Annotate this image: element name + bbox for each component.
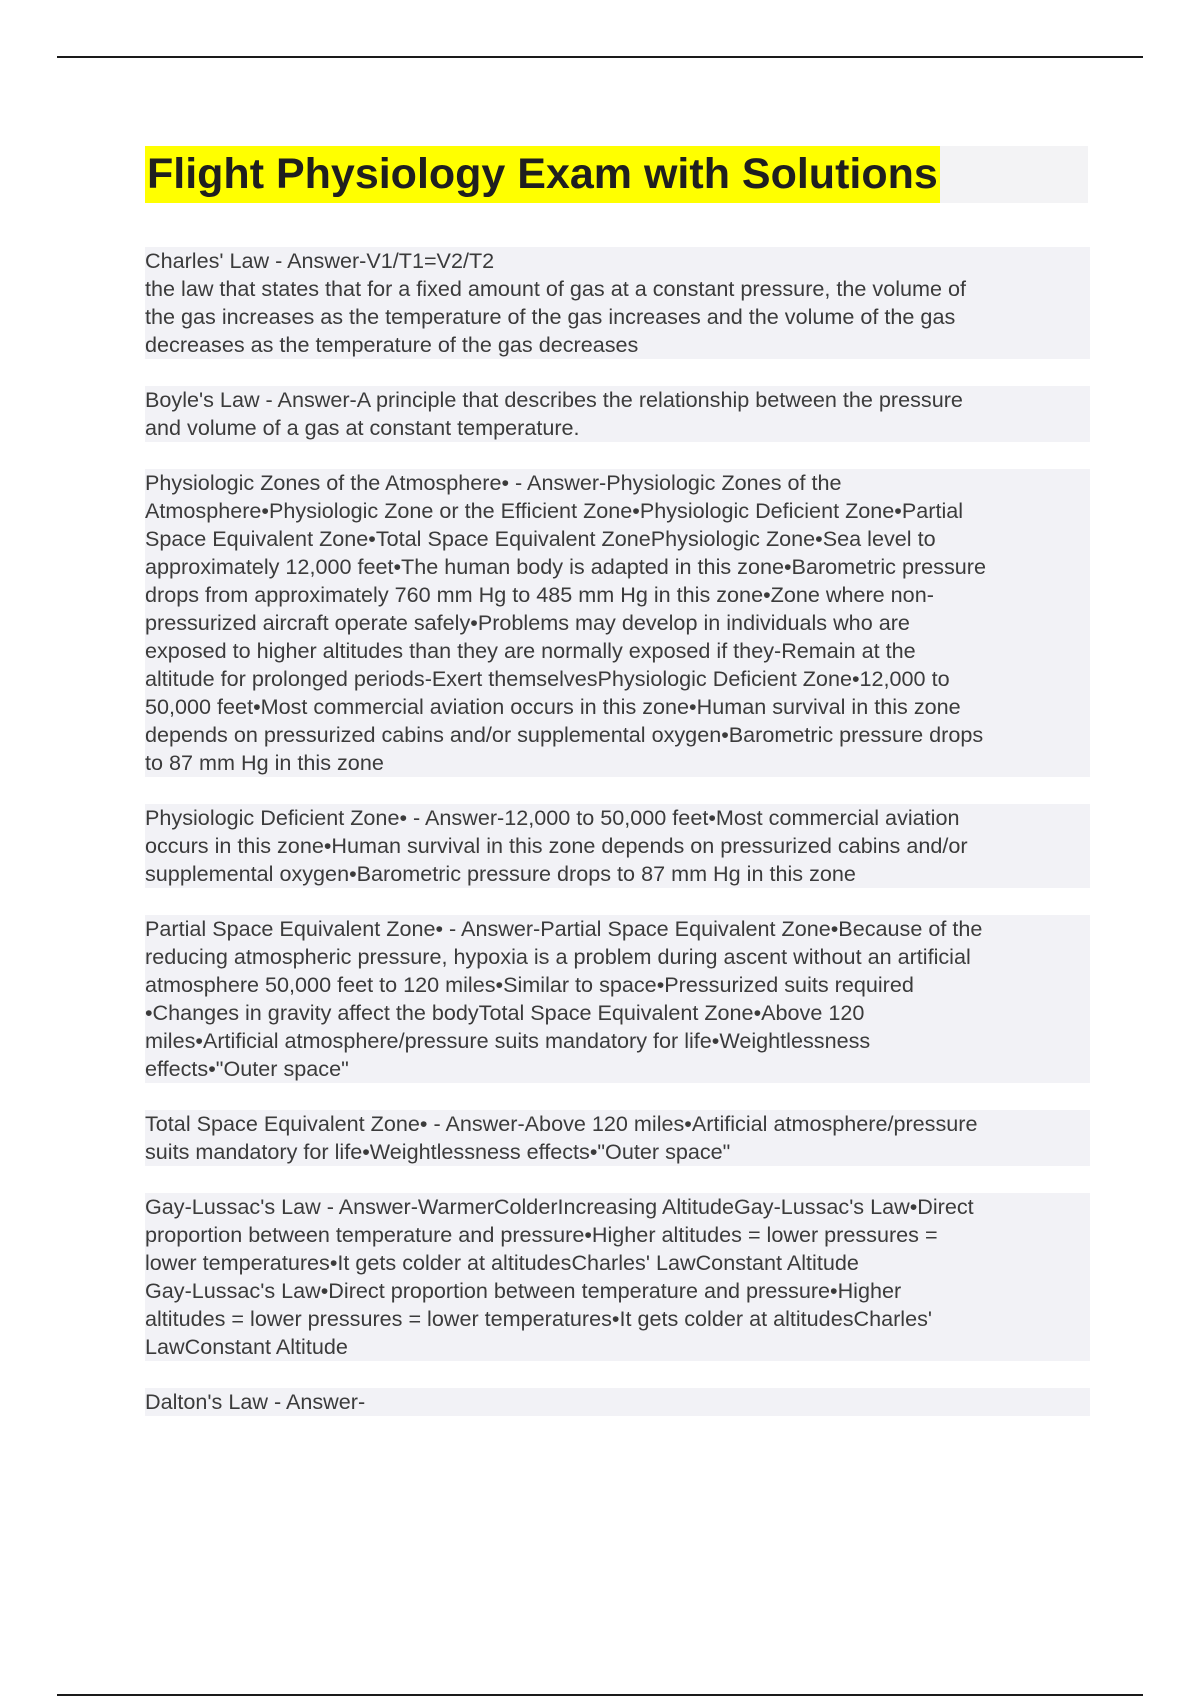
qa-entry-physiologic-deficient-zone bbox=[145, 804, 1090, 888]
entry-line: LawConstant Altitude bbox=[145, 1333, 1090, 1361]
entry-line: the gas increases as the temperature of the gas increases and the volume of the gas bbox=[145, 303, 1090, 331]
entry-line: Charles' Law - Answer-V1/T1=V2/T2 bbox=[145, 247, 1090, 275]
entry-line: Total Space Equivalent Zone• - Answer-Above 120 miles•Artificial atmosphere/pressure bbox=[145, 1110, 1090, 1138]
entry-line: effects•"Outer space" bbox=[145, 1055, 1090, 1083]
top-rule bbox=[57, 56, 1143, 58]
entry-line: Boyle's Law - Answer-A principle that describes the relationship between the pressure bbox=[145, 386, 1090, 414]
qa-entry-total-space-equivalent-zone bbox=[145, 1110, 1090, 1166]
entry-line: reducing atmospheric pressure, hypoxia is a problem during ascent without an artificial bbox=[145, 943, 1090, 971]
entry-line: approximately 12,000 feet•The human body is adapted in this zone•Barometric pressure bbox=[145, 553, 1090, 581]
entry-line: altitude for prolonged periods-Exert themselvesPhysiologic Deficient Zone•12,000 to bbox=[145, 665, 1090, 693]
entry-line: miles•Artificial atmosphere/pressure suits mandatory for life•Weightlessness bbox=[145, 1027, 1090, 1055]
entry-line: Gay-Lussac's Law•Direct proportion between temperature and pressure•Higher bbox=[145, 1277, 1090, 1305]
qa-entry-charles-law bbox=[145, 247, 1090, 359]
entry-line: Gay-Lussac's Law - Answer-WarmerColderIncreasing AltitudeGay-Lussac's Law•Direct bbox=[145, 1193, 1090, 1221]
entry-line: altitudes = lower pressures = lower temperatures•It gets colder at altitudesCharles' bbox=[145, 1305, 1090, 1333]
entry-line: Partial Space Equivalent Zone• - Answer-Partial Space Equivalent Zone•Because of the bbox=[145, 915, 1090, 943]
entry-line: and volume of a gas at constant temperature. bbox=[145, 414, 1090, 442]
qa-entry-boyles-law bbox=[145, 386, 1090, 442]
entry-line: •Changes in gravity affect the bodyTotal Space Equivalent Zone•Above 120 bbox=[145, 999, 1090, 1027]
qa-entry-gay-lussacs-law bbox=[145, 1193, 1090, 1361]
entry-line: proportion between temperature and pressure•Higher altitudes = lower pressures = bbox=[145, 1221, 1090, 1249]
entry-line: atmosphere 50,000 feet to 120 miles•Similar to space•Pressurized suits required bbox=[145, 971, 1090, 999]
entry-line: exposed to higher altitudes than they are normally exposed if they-Remain at the bbox=[145, 637, 1090, 665]
entry-line: decreases as the temperature of the gas decreases bbox=[145, 331, 1090, 359]
qa-entry-partial-space-equivalent-zone bbox=[145, 915, 1090, 1083]
entry-line: occurs in this zone•Human survival in this zone depends on pressurized cabins and/or bbox=[145, 832, 1090, 860]
entry-line: Physiologic Deficient Zone• - Answer-12,000 to 50,000 feet•Most commercial aviation bbox=[145, 804, 1090, 832]
entry-line: pressurized aircraft operate safely•Problems may develop in individuals who are bbox=[145, 609, 1090, 637]
entry-line: to 87 mm Hg in this zone bbox=[145, 749, 1090, 777]
entry-line: Physiologic Zones of the Atmosphere• - Answer-Physiologic Zones of the bbox=[145, 469, 1090, 497]
entry-line: drops from approximately 760 mm Hg to 485 mm Hg in this zone•Zone where non- bbox=[145, 581, 1090, 609]
qa-list bbox=[145, 247, 1090, 1443]
entry-line: depends on pressurized cabins and/or supplemental oxygen•Barometric pressure drops bbox=[145, 721, 1090, 749]
entry-line: Space Equivalent Zone•Total Space Equivalent ZonePhysiologic Zone•Sea level to bbox=[145, 525, 1090, 553]
entry-line: suits mandatory for life•Weightlessness effects•"Outer space" bbox=[145, 1138, 1090, 1166]
entry-line: the law that states that for a fixed amount of gas at a constant pressure, the volume of bbox=[145, 275, 1090, 303]
entry-line: lower temperatures•It gets colder at altitudesCharles' LawConstant Altitude bbox=[145, 1249, 1090, 1277]
bottom-rule bbox=[57, 1694, 1143, 1696]
page-title: Flight Physiology Exam with Solutions bbox=[145, 146, 940, 203]
entry-line: supplemental oxygen•Barometric pressure drops to 87 mm Hg in this zone bbox=[145, 860, 1090, 888]
entry-line: Dalton's Law - Answer- bbox=[145, 1388, 1090, 1416]
entry-line: 50,000 feet•Most commercial aviation occurs in this zone•Human survival in this zone bbox=[145, 693, 1090, 721]
entry-line: Atmosphere•Physiologic Zone or the Efficient Zone•Physiologic Deficient Zone•Partial bbox=[145, 497, 1090, 525]
qa-entry-daltons-law bbox=[145, 1388, 1090, 1416]
qa-entry-physiologic-zones bbox=[145, 469, 1090, 777]
